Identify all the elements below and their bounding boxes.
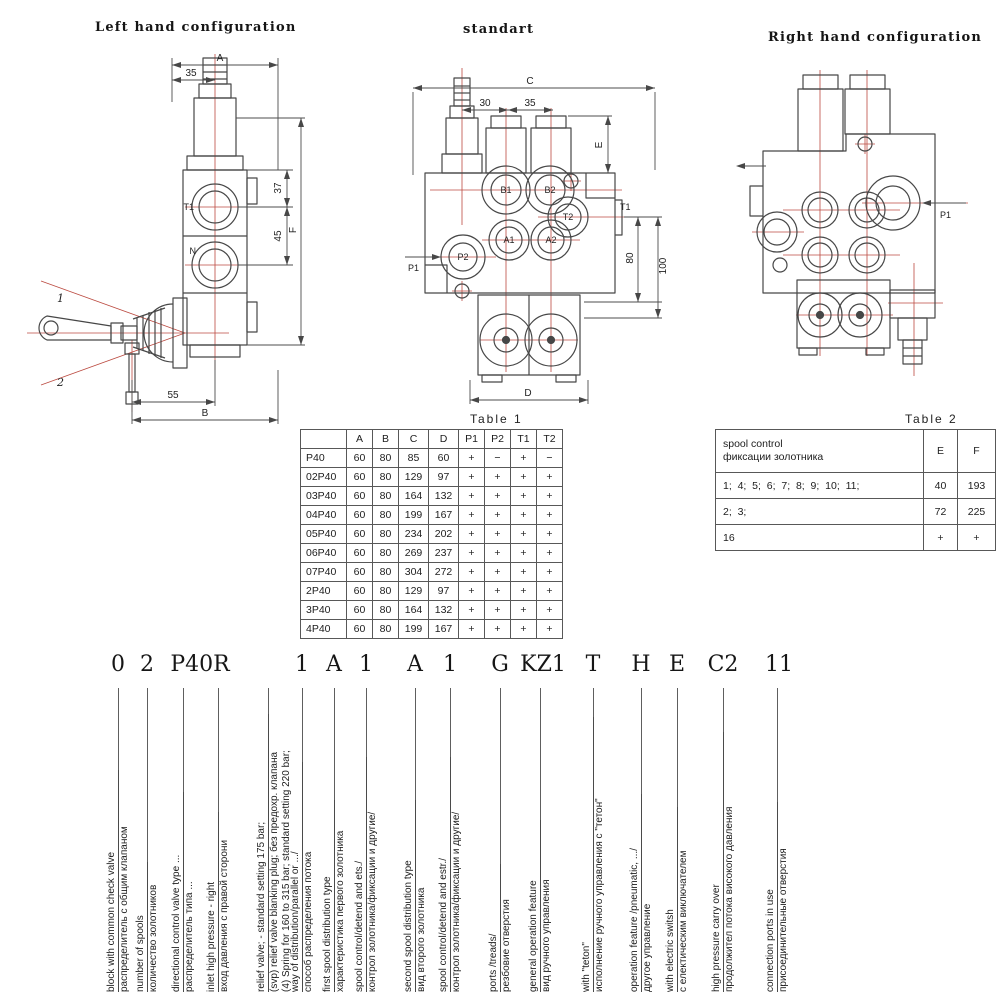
table-row: 05P40 60 80 234 202 + + + + <box>301 525 563 544</box>
ordering-label-inlet-high-pressure <box>206 812 231 992</box>
code-token: 1 <box>295 652 309 677</box>
code-token: 11 <box>765 652 793 677</box>
leader-line <box>777 688 778 802</box>
leader-line <box>302 688 303 762</box>
dim-label-100: 100 <box>658 257 669 275</box>
port-label-b2: B2 <box>544 185 556 195</box>
port-label-a1: A1 <box>503 235 515 245</box>
table-row: 04P40 60 80 199 167 + + + + <box>301 506 563 525</box>
right-valve-drawing <box>728 58 978 388</box>
label-ru: резбовие отверстия <box>501 899 512 992</box>
dim-label-c: C <box>526 76 534 87</box>
table1-caption: Table 1 <box>470 412 523 426</box>
ordering-label-valve-type <box>171 792 196 992</box>
table2 <box>715 429 996 551</box>
ordering-label-block-check-valve <box>106 770 131 992</box>
label-ru: исполнение ручного управления с "тетон" <box>594 798 605 992</box>
leader-line <box>677 688 678 807</box>
leader-line <box>118 688 119 770</box>
label-en: number of spools <box>135 862 148 992</box>
table-row: 4P40 60 80 199 167 + + + + <box>301 620 563 639</box>
leader-line <box>415 688 416 800</box>
port-label-t1: T1 <box>620 202 631 212</box>
code-token: E <box>668 652 686 677</box>
ordering-label-way-of-distribution <box>290 762 315 992</box>
ordering-label-operation-feature <box>629 794 654 992</box>
label-ru: количество золотников <box>148 884 159 992</box>
label-ru: распределитель с общим клапаном <box>119 826 130 992</box>
port-label-t1: T1 <box>183 202 194 212</box>
table-row: 2; 3; 72 225 <box>716 499 996 525</box>
label-en: with electric switsh <box>665 807 678 992</box>
code-token: KZ1 <box>520 652 566 677</box>
label-ru: вход давления с правой сторони <box>219 839 230 992</box>
label-en: way of distribution/parallel or .../ <box>290 762 303 992</box>
code-token: P40R <box>170 652 230 677</box>
code-token: A <box>407 652 423 677</box>
lever-position-2: 2 <box>57 376 64 389</box>
ordering-label-number-of-spools <box>135 862 160 992</box>
label-en: with "teton" <box>581 717 594 992</box>
code-token: 0 <box>111 652 125 677</box>
label-ru: вид второго золотника <box>416 887 427 992</box>
label-ru: способ распределения потока <box>303 851 314 992</box>
code-token: T <box>585 652 601 677</box>
leader-line <box>183 688 184 792</box>
ordering-label-first-spool-control <box>354 757 379 992</box>
label-en: block with common check valve <box>106 770 119 992</box>
code-token: G <box>491 652 509 677</box>
dim-label-35: 35 <box>185 68 197 79</box>
label-en: connection ports in use <box>765 802 778 992</box>
ordering-label-second-spool-control <box>438 757 463 992</box>
label-en: relief valve; - standard setting 175 bar; <box>256 714 269 992</box>
ordering-label-second-spool-type <box>403 800 428 992</box>
port-label-n: N <box>189 246 196 256</box>
code-token: C2 <box>707 652 739 677</box>
code-token: 1 <box>443 652 457 677</box>
label-ru: контрол золотника/фиксации и другие/ <box>451 811 462 992</box>
leader-line <box>500 688 501 864</box>
ordering-label-with-teton <box>581 717 606 992</box>
port-label-t2: T2 <box>562 212 574 222</box>
left-drawing-title: Left hand configuration <box>95 20 297 35</box>
standart-drawing-title: standart <box>463 22 535 37</box>
label-en: first spool distribution type <box>322 800 335 992</box>
leader-line <box>147 688 148 862</box>
leader-line <box>450 688 451 757</box>
table-row: 07P40 60 80 304 272 + + + + <box>301 563 563 582</box>
dim-label-45: 45 <box>273 230 284 242</box>
label-en: general operation feature <box>528 820 541 992</box>
label-en: high pressure carry over <box>711 732 724 992</box>
table-row: 3P40 60 80 164 132 + + + + <box>301 601 563 620</box>
dim-label-80: 80 <box>625 252 636 264</box>
table-row: 2P40 60 80 129 97 + + + + <box>301 582 563 601</box>
left-valve-drawing <box>15 40 305 425</box>
leader-line <box>641 688 642 794</box>
label-ru: вид ручного управления <box>541 879 552 992</box>
table-row: 03P40 60 80 164 132 + + + + <box>301 487 563 506</box>
table-row: 06P40 60 80 269 237 + + + + <box>301 544 563 563</box>
standart-valve-drawing <box>400 50 670 410</box>
label-ru: распределитель типа ... <box>184 881 195 992</box>
dim-label-a: A <box>216 53 224 64</box>
leader-line <box>334 688 335 800</box>
label-en: ports /treads/ <box>488 864 501 992</box>
table2-header-ru: фиксации золотника <box>723 451 824 463</box>
ordering-label-electric-switch <box>665 807 690 992</box>
dim-label-55: 55 <box>167 390 179 401</box>
table-row: 02P40 60 80 129 97 + + + + <box>301 468 563 487</box>
leader-line <box>268 688 269 714</box>
label-ru2: (4) Spring for 160 to 315 bar; standard setting 220 bar; <box>281 750 292 992</box>
ordering-label-connection-ports <box>765 802 790 992</box>
dim-label-b: B <box>201 408 209 419</box>
table1 <box>300 429 563 639</box>
ordering-label-ports-threads <box>488 864 513 992</box>
ordering-label-general-operation <box>528 820 553 992</box>
label-ru: присоединительные отверстия <box>778 848 789 992</box>
port-label-b1: B1 <box>500 185 512 195</box>
dim-label-f: F <box>288 226 299 234</box>
table-row: 16 + + <box>716 525 996 551</box>
dim-label-37: 37 <box>273 182 284 194</box>
label-en: directional control valve type ... <box>171 792 184 992</box>
dim-label-e: E <box>594 141 605 149</box>
right-drawing-title: Right hand configuration <box>768 30 983 45</box>
label-ru: другое управление <box>642 903 653 992</box>
label-en: spool control/detend and estr./ <box>438 757 451 992</box>
label-ru: контрол золотника/фиксации и другие/ <box>367 811 378 992</box>
table1-header-row: A B C D P1 P2 T1 T2 <box>301 430 563 449</box>
table-row: P40 60 80 85 60 + − + − <box>301 449 563 468</box>
dim-label-d: D <box>524 388 532 399</box>
table-row: 1; 4; 5; 6; 7; 8; 9; 10; 11; 40 193 <box>716 473 996 499</box>
code-token: A <box>326 652 342 677</box>
code-token: 2 <box>140 652 154 677</box>
port-label-p1: P1 <box>940 210 952 220</box>
table2-header-row: spool control фиксации золотника E F <box>716 430 996 473</box>
label-ru: (svp) relief valve blanking plug; без предохр. клапана <box>269 751 280 992</box>
ordering-label-high-pressure-carry-over <box>711 732 736 992</box>
leader-line <box>540 688 541 820</box>
ordering-label-relief-valve <box>256 714 293 992</box>
port-label-p1: P1 <box>408 263 420 273</box>
label-ru: с електическим виключателем <box>678 850 689 992</box>
leader-line <box>218 688 219 812</box>
dim-label-35: 35 <box>524 98 536 109</box>
table2-caption: Table 2 <box>905 412 958 426</box>
label-en: operation feature /pneumatic, .../ <box>629 794 642 992</box>
port-label-a2: A2 <box>545 235 557 245</box>
ordering-label-first-spool-type <box>322 800 347 992</box>
label-ru: продолжител потока високого давления <box>724 806 735 992</box>
label-en: second spool distribution type <box>403 800 416 992</box>
code-token: H <box>631 652 651 677</box>
label-en: spool control/detend and ets./ <box>354 757 367 992</box>
lever-position-1: 1 <box>57 292 64 305</box>
table2-header-en: spool control <box>723 438 783 450</box>
leader-line <box>593 688 594 717</box>
label-en: inlet high pressure - right <box>206 812 219 992</box>
leader-line <box>723 688 724 732</box>
port-label-p2: P2 <box>457 252 469 262</box>
leader-line <box>366 688 367 757</box>
dim-label-30: 30 <box>479 98 491 109</box>
code-token: 1 <box>359 652 373 677</box>
label-ru: характеристика первого золотника <box>335 830 346 992</box>
